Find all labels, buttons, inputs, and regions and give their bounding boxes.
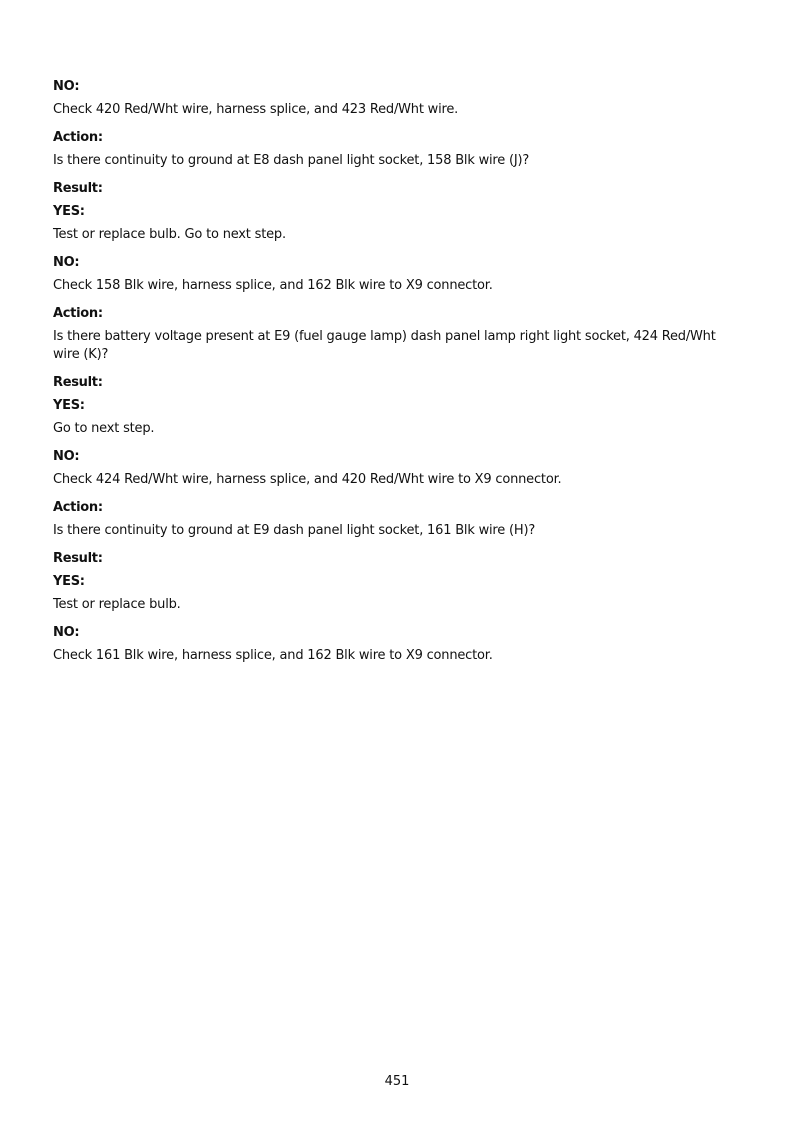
- result-label: Result:: [53, 181, 103, 196]
- no-label: NO:: [53, 255, 80, 270]
- yes-label: YES:: [53, 398, 85, 413]
- no-text: Check 424 Red/Wht wire, harness splice, and 420 Red/Wht wire to X9 connector.: [53, 472, 562, 487]
- no-text: Check 420 Red/Wht wire, harness splice, and 423 Red/Wht wire.: [53, 102, 459, 117]
- yes-text: Test or replace bulb. Go to next step.: [53, 227, 286, 242]
- no-label: NO:: [53, 79, 80, 94]
- yes-label: YES:: [53, 204, 85, 219]
- action-text: Is there continuity to ground at E9 dash panel light socket, 161 Blk wire (H)?: [53, 523, 536, 538]
- page-number: 451: [384, 1074, 410, 1089]
- action-label: Action:: [53, 306, 103, 321]
- no-label: NO:: [53, 625, 80, 640]
- result-label: Result:: [53, 375, 103, 390]
- yes-text: Go to next step.: [53, 421, 155, 436]
- action-label: Action:: [53, 500, 103, 515]
- action-label: Action:: [53, 130, 103, 145]
- no-text: Check 158 Blk wire, harness splice, and 162 Blk wire to X9 connector.: [53, 278, 493, 293]
- action-text: Is there battery voltage present at E9 (fuel gauge lamp) dash panel lamp right light socket, 424 Red/Wht wire (K)?: [53, 329, 716, 362]
- no-text: Check 161 Blk wire, harness splice, and 162 Blk wire to X9 connector.: [53, 648, 493, 663]
- action-text: Is there continuity to ground at E8 dash panel light socket, 158 Blk wire (J)?: [53, 153, 530, 168]
- document-body: [53, 78, 733, 675]
- no-label: NO:: [53, 449, 80, 464]
- yes-label: YES:: [53, 574, 85, 589]
- yes-text: Test or replace bulb.: [53, 597, 181, 612]
- result-label: Result:: [53, 551, 103, 566]
